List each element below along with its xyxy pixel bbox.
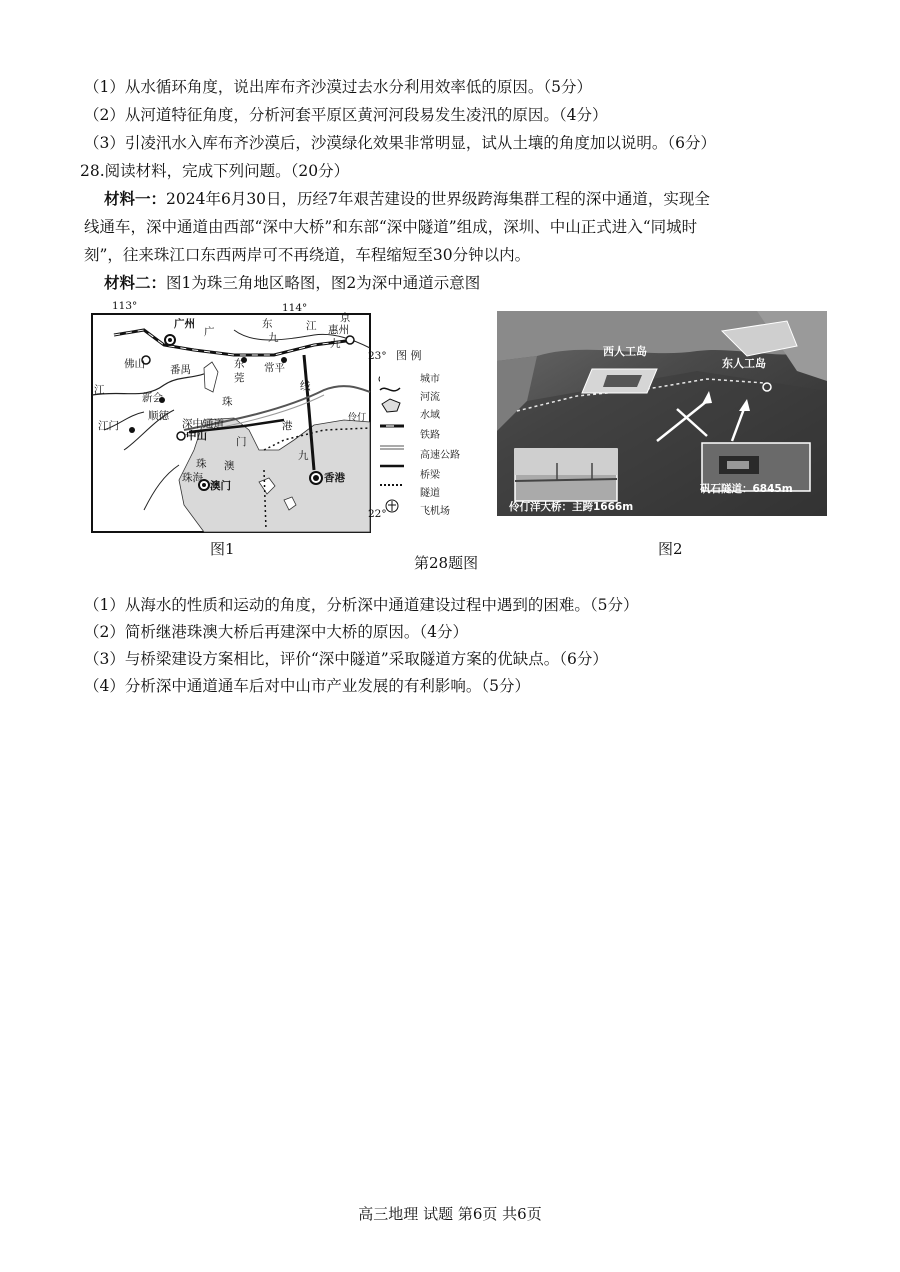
- legend-item-label: 河流: [420, 392, 440, 403]
- pearl-river-delta-map: [84, 300, 422, 538]
- legend-item-label: 桥梁: [420, 470, 440, 481]
- legend-item-label: 高速公路: [420, 450, 460, 461]
- material-text: 线通车，深中通道由西部“深中大桥”和东部“深中隧道”组成，深圳、中山正式进入“同城时: [84, 218, 698, 236]
- map-place-label: 佛山: [124, 358, 145, 370]
- latitude-label: 23°: [368, 350, 387, 362]
- material-text: 2024年6月30日，历经7年艰苦建设的世界级跨海集群工程的深中通道，实现全: [166, 190, 710, 208]
- map-place-label: 珠: [222, 396, 233, 408]
- question-text: （1）从海水的性质和运动的角度，分析深中通道建设过程中遇到的困难。（5分）: [84, 596, 639, 614]
- map-place-label: 番禺: [170, 364, 191, 376]
- map-place-label: 江门: [98, 420, 119, 432]
- bridge-label: 伶仃洋大桥：主跨1666m: [509, 501, 634, 513]
- figure-2-caption: 图2: [658, 540, 683, 558]
- map-place-label: 澳门: [210, 480, 231, 492]
- map-place-label: 江: [306, 320, 317, 332]
- map-place-label: 东: [262, 318, 273, 330]
- legend-item-label: 飞机场: [420, 506, 450, 517]
- shenzhong-link-diagram: [497, 311, 827, 516]
- map-place-label: 广: [204, 326, 215, 338]
- legend-item-label: 铁路: [420, 430, 440, 441]
- map-place-label: 莞: [234, 372, 245, 384]
- map-place-label: 伶仃: [348, 413, 367, 423]
- map-place-label: 惠州: [328, 324, 349, 336]
- map-place-label: 江: [94, 384, 105, 396]
- map-place-label: 港: [282, 420, 293, 432]
- east-island-label: 东人工岛: [722, 357, 766, 370]
- map-place-label: 九: [298, 450, 309, 462]
- legend-item-label: 隧道: [420, 488, 440, 499]
- map-place-label: 京: [340, 312, 351, 324]
- question-title: 28.阅读材料，完成下列问题。（20分）: [80, 162, 350, 180]
- map-place-label: 澳: [224, 460, 235, 472]
- longitude-label: 114°: [282, 302, 308, 314]
- material-text: 刻”，往来珠江口东西两岸可不再绕道，车程缩短至30分钟以内。: [84, 246, 531, 264]
- material-paragraph: [104, 188, 710, 210]
- material-text: 图1为珠三角地区略图，图2为深中通道示意图: [166, 274, 481, 292]
- map-place-label: 门: [236, 436, 247, 448]
- west-island-label: 西人工岛: [603, 345, 647, 358]
- latitude-label: 22°: [368, 508, 387, 520]
- legend-item-label: 水域: [420, 410, 440, 421]
- legend-title: 图 例: [396, 349, 422, 362]
- map-place-label: 中山: [186, 430, 207, 442]
- map-place-label: 东: [234, 358, 245, 370]
- longitude-label: 113°: [112, 300, 138, 312]
- legend-symbols: [376, 366, 410, 516]
- question-text: （3）与桥梁建设方案相比，评价“深中隧道”采取隧道方案的优缺点。（6分）: [84, 650, 608, 668]
- map-place-label: 新会: [142, 392, 163, 404]
- material-label: 材料一：: [104, 189, 167, 208]
- question-text: （2）简析继港珠澳大桥后再建深中大桥的原因。（4分）: [84, 623, 468, 641]
- question-text: （1）从水循环角度，说出库布齐沙漠过去水分利用效率低的原因。（5分）: [84, 78, 592, 96]
- question-text: （4）分析深中通道通车后对中山市产业发展的有利影响。（5分）: [84, 677, 530, 695]
- legend-item-label: 城市: [420, 374, 440, 385]
- map-place-label: 九: [330, 338, 341, 350]
- question-text: （3）引凌汛水入库布齐沙漠后，沙漠绿化效果非常明显，试从土壤的角度加以说明。（6分）: [84, 134, 716, 152]
- material-paragraph: [104, 272, 480, 294]
- map-place-label: 常平: [264, 362, 285, 374]
- map-place-label: 珠: [196, 458, 207, 470]
- figure-group-caption: 第28题图: [414, 554, 479, 572]
- map-place-label: 九: [268, 332, 279, 344]
- map-place-label: 香港: [324, 472, 345, 484]
- map-place-label: 珠海: [182, 472, 203, 484]
- question-text: （2）从河道特征角度，分析河套平原区黄河河段易发生凌汛的原因。（4分）: [84, 106, 608, 124]
- map-route-label: 深中通道: [182, 418, 224, 430]
- map-place-label: 广州: [174, 318, 195, 330]
- map-place-label: 顺德: [148, 410, 169, 422]
- tunnel-label: 矾石隧道：6845m: [700, 483, 793, 495]
- map-legend: [370, 366, 480, 516]
- figure-1-caption: 图1: [210, 540, 235, 558]
- page-footer: 高三地理 试题 第6页 共6页: [358, 1205, 542, 1223]
- material-label: 材料二：: [104, 273, 167, 292]
- map-place-label: 线: [300, 380, 311, 392]
